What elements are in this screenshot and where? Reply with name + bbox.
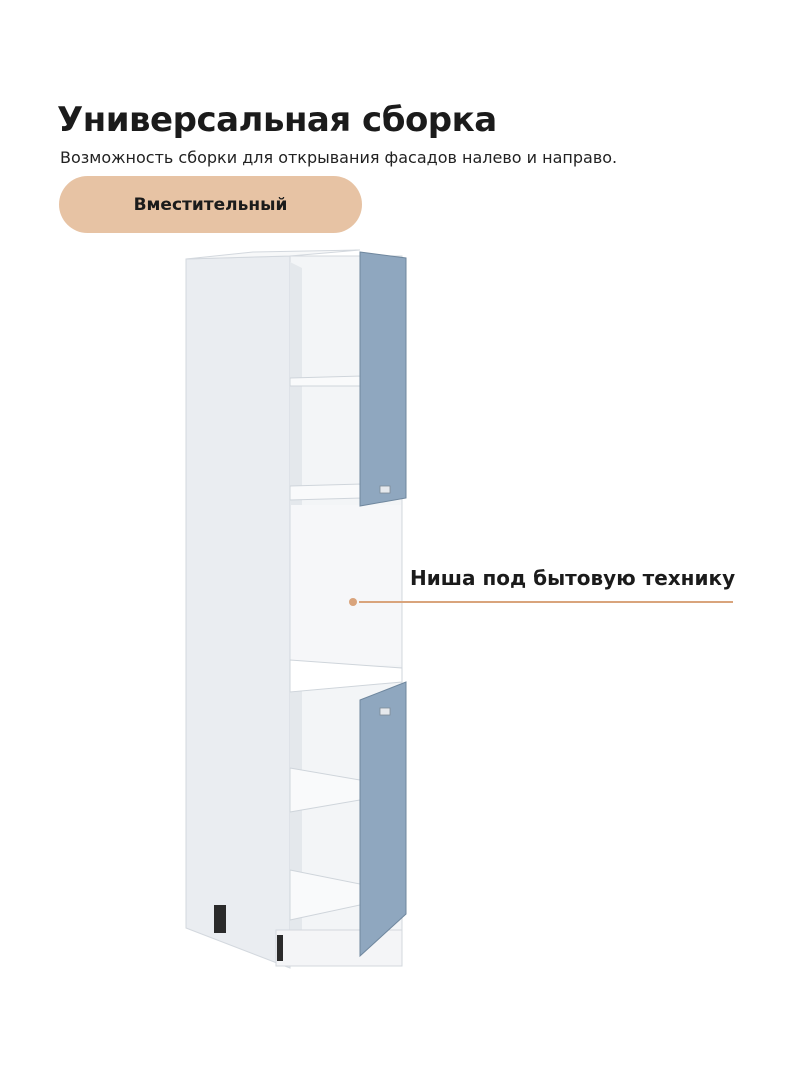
upper-door xyxy=(360,252,406,506)
callout-dot xyxy=(349,598,357,606)
lower-door-handle xyxy=(380,708,390,715)
upper-door-handle xyxy=(380,486,390,493)
upper-shelf xyxy=(290,376,362,386)
feature-badge: Вместительный xyxy=(59,176,362,233)
middle-shelf xyxy=(290,484,362,500)
appliance-niche xyxy=(291,505,401,665)
lower-door xyxy=(360,682,406,956)
page-subtitle: Возможность сборки для открывания фасадов налево и направо. xyxy=(60,148,618,167)
cabinet-leg xyxy=(277,935,283,961)
niche-callout-label: Ниша под бытовую технику xyxy=(410,566,736,590)
cabinet-side-panel xyxy=(186,256,290,968)
page-title: Универсальная сборка xyxy=(57,100,497,140)
cabinet-leg xyxy=(214,905,226,933)
